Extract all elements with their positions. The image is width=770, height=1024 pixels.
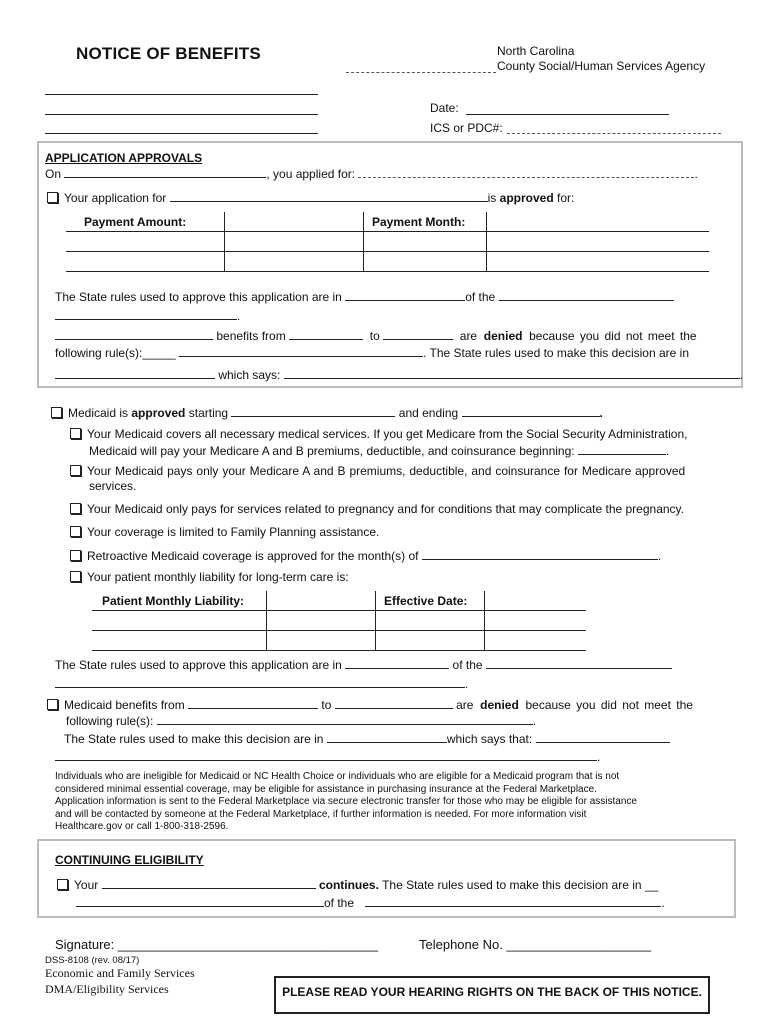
denied-benefits-line <box>55 327 725 343</box>
which-says-manual-field[interactable] <box>55 366 215 379</box>
on-label: On <box>45 167 62 181</box>
applied-for-label: , you applied for: <box>266 167 356 181</box>
form-number: DSS-8108 (rev. 08/17) <box>45 955 140 966</box>
rules-manual-field[interactable] <box>345 288 465 301</box>
medicaid-decision-line <box>64 730 670 746</box>
medicaid-rules-source-field[interactable] <box>486 656 672 669</box>
effective-date-header: Effective Date: <box>376 591 485 611</box>
continuing-line <box>57 876 658 892</box>
medicaid-denied-line <box>47 696 725 712</box>
benefits-from-label: benefits from <box>216 329 286 343</box>
payment-cell[interactable] <box>364 252 487 272</box>
medicaid-is-label: Medicaid is <box>68 406 129 420</box>
option-medicare-only-line2: services. <box>89 479 137 493</box>
division-name-1: Economic and Family Services <box>45 966 195 980</box>
division-name-2: DMA/Eligibility Services <box>45 982 169 996</box>
medicare-only-text: Your Medicaid pays only your Medicare A and B premiums, deductible, and coinsurance for Medicare approved <box>87 464 686 478</box>
starting-label: starting <box>188 406 229 420</box>
which-says-field[interactable] <box>284 366 740 379</box>
liability-cell[interactable] <box>376 611 485 631</box>
full-coverage-text: Your Medicaid covers all necessary medical services. If you get Medicare from the Social Security Administration, <box>87 427 688 441</box>
continuing-heading <box>55 853 204 867</box>
payment-table <box>66 212 709 272</box>
liability-cell[interactable] <box>92 611 267 631</box>
medicaid-which-says-field[interactable] <box>536 730 670 743</box>
ics-field[interactable] <box>507 133 721 134</box>
payment-cell[interactable] <box>66 252 225 272</box>
medicaid-rules-line <box>55 656 672 672</box>
hearing-rights-notice <box>274 976 710 1014</box>
rules-source-field[interactable] <box>499 288 674 301</box>
continuing-line-2: of the . <box>76 894 665 910</box>
approval-rules-line <box>55 288 674 304</box>
retroactive-checkbox[interactable] <box>70 550 81 561</box>
denied-program-field[interactable] <box>55 327 213 340</box>
full-coverage-text-2: Medicaid will pay your Medicare A and B premiums, deductible, and coinsurance beginning: <box>89 444 575 458</box>
medicare-only-checkbox[interactable] <box>70 465 81 476</box>
medicaid-approved-checkbox[interactable] <box>51 407 62 418</box>
recipient-address-line-2[interactable] <box>45 114 318 115</box>
retroactive-months-field[interactable] <box>422 547 658 560</box>
info-line: and will be contacted by someone at the Federal Marketplace, if further information is needed. For more information visit <box>55 808 587 820</box>
recipient-address-line-3[interactable] <box>45 133 318 134</box>
medicaid-following-rules-field[interactable] <box>157 712 533 725</box>
payment-month-header: Payment Month: <box>364 212 487 232</box>
county-name-field[interactable] <box>346 72 496 73</box>
your-application-label: Your application for <box>64 191 167 205</box>
ics-label: ICS or PDC#: <box>430 121 503 135</box>
medicaid-rules-manual-field[interactable] <box>345 656 449 669</box>
state-rules-decision-text: . The State rules used to make this decision are in <box>423 346 689 360</box>
option-medicare-only <box>70 464 726 478</box>
liability-header: Patient Monthly Liability: <box>92 591 267 611</box>
payment-cell[interactable] <box>487 252 710 272</box>
medicaid-end-field[interactable] <box>462 404 600 417</box>
option-pregnancy <box>70 502 684 516</box>
pregnancy-text: Your Medicaid only pays for services related to pregnancy and for conditions that may complicate the pregnancy. <box>87 502 684 516</box>
info-line: Application information is sent to the Federal Marketplace via secure electronic transfer for those who may be eligible for assistance <box>55 796 637 807</box>
continuing-program-field[interactable] <box>102 876 316 889</box>
liability-cell[interactable] <box>376 631 485 651</box>
medicaid-decision-text: The State rules used to make this decision are in <box>64 732 324 746</box>
medicaid-of-the-label: of the <box>452 658 483 672</box>
payment-blank-header <box>225 212 364 232</box>
medicaid-benefits-from-label: Medicaid benefits from <box>64 698 185 712</box>
medicaid-following-rules-label: following rule(s): <box>66 714 154 728</box>
heading-word-continuing: CONTINUING <box>55 853 131 867</box>
medicaid-which-says-line-2: . <box>55 748 600 764</box>
medicaid-denied-checkbox[interactable] <box>47 699 58 710</box>
hearing-rights-text: PLEASE READ YOUR HEARING RIGHTS ON THE BACK OF THIS NOTICE. <box>282 985 702 999</box>
payment-cell[interactable] <box>66 232 225 252</box>
medicaid-rules-line-2: . <box>55 675 468 691</box>
table-row <box>92 631 586 651</box>
denied-rules-field[interactable] <box>179 344 423 357</box>
table-row <box>92 611 586 631</box>
which-says-line: which says: . <box>55 366 743 382</box>
heading-word-eligibility: ELIGIBILITY <box>134 853 204 867</box>
payment-cell[interactable] <box>225 252 364 272</box>
medicaid-denied-label: denied <box>480 698 519 712</box>
telephone-field[interactable]: Telephone No. ____________________ <box>419 937 652 952</box>
is-label: is <box>487 191 497 205</box>
continuing-checkbox[interactable] <box>57 879 68 890</box>
recipient-address-line-1[interactable] <box>45 94 318 95</box>
medicaid-rules-continued-field[interactable] <box>55 675 465 688</box>
application-program-field[interactable] <box>170 189 488 202</box>
state-label: North Carolina <box>497 44 575 58</box>
continuing-your-label: Your <box>74 878 99 892</box>
approvals-heading <box>45 151 202 165</box>
of-the-label: of the <box>465 290 496 304</box>
liability-cell[interactable] <box>267 631 376 651</box>
denied-from-field[interactable] <box>289 327 363 340</box>
medicaid-denied-from-field[interactable] <box>188 696 318 709</box>
date-label: Date: <box>430 101 459 115</box>
family-planning-checkbox[interactable] <box>70 526 81 537</box>
and-ending-label: and ending <box>398 406 459 420</box>
medicaid-denied-because: because you did not meet the <box>525 698 693 712</box>
for-label: for: <box>557 191 575 205</box>
effective-blank-header <box>485 591 587 611</box>
application-approved-line <box>47 189 574 205</box>
which-says-label: which says: <box>218 368 281 382</box>
pregnancy-checkbox[interactable] <box>70 503 81 514</box>
continuing-manual-field[interactable] <box>76 894 324 907</box>
liability-table <box>92 591 586 651</box>
liability-blank-header <box>267 591 376 611</box>
family-planning-text: Your coverage is limited to Family Planning assistance. <box>87 525 380 539</box>
retroactive-text: Retroactive Medicaid coverage is approved for the month(s) of <box>87 549 419 563</box>
payment-cell[interactable] <box>225 232 364 252</box>
denied-to-field[interactable] <box>383 327 453 340</box>
payment-cell[interactable] <box>487 232 710 252</box>
denied-label: denied <box>483 329 523 343</box>
are-label: are <box>459 329 478 343</box>
medicaid-denied-to-field[interactable] <box>335 696 453 709</box>
applied-line: On , you applied for: . <box>45 167 698 181</box>
heading-word-application: APPLICATION <box>45 151 126 165</box>
medicaid-approved-label: approved <box>131 406 186 420</box>
full-coverage-checkbox[interactable] <box>70 428 81 439</box>
option-patient-liability <box>70 570 349 584</box>
option-full-coverage-line2: Medicaid will pay your Medicare A and B premiums, deductible, and coinsurance beginning: . <box>89 444 670 458</box>
info-line: considered minimal essential coverage, may be eligible for assistance in purchasing insurance at the Federal Marketplace. <box>55 783 597 795</box>
approved-label: approved <box>499 191 554 205</box>
patient-liability-text: Your patient monthly liability for long-term care is: <box>87 570 349 584</box>
denied-because-text: because you did not meet the <box>529 329 697 343</box>
date-field[interactable] <box>466 114 669 115</box>
option-family-planning <box>70 525 379 539</box>
denied-rules-line <box>55 344 689 360</box>
signature-field[interactable]: Signature: ____________________________________ <box>55 937 379 952</box>
medicaid-to-label: to <box>321 698 332 712</box>
table-row <box>66 252 709 272</box>
option-retroactive: Retroactive Medicaid coverage is approved for the month(s) of . <box>70 547 661 563</box>
page-title: NOTICE OF BENEFITS <box>76 44 261 63</box>
table-row <box>66 232 709 252</box>
option-full-coverage <box>70 427 687 441</box>
application-approved-checkbox[interactable] <box>47 192 58 203</box>
continuing-of-the-label: of the <box>324 896 355 910</box>
medicare-begin-field[interactable] <box>578 442 666 455</box>
medicaid-start-field[interactable] <box>231 404 395 417</box>
medicaid-which-says-continued-field[interactable] <box>55 748 597 761</box>
which-says-that-label: which says that: <box>446 732 533 746</box>
liability-cell[interactable] <box>485 611 587 631</box>
medicaid-approved-line: Medicaid is approved starting and ending . <box>51 404 603 420</box>
following-rules-label: following rule(s):_____ <box>55 346 176 360</box>
continuing-rules-text: The State rules used to make this decision are in __ <box>382 878 659 892</box>
approval-rules-line-2: . <box>55 307 240 323</box>
liability-cell[interactable] <box>485 631 587 651</box>
marketplace-info-paragraph <box>55 771 637 834</box>
liability-cell[interactable] <box>267 611 376 631</box>
application-date-field[interactable] <box>64 165 266 178</box>
medicaid-rules-text: The State rules used to approve this application are in <box>55 658 342 672</box>
liability-cell[interactable] <box>92 631 267 651</box>
applied-for-field[interactable] <box>358 165 694 178</box>
info-line: Individuals who are ineligible for Medicaid or NC Health Choice or individuals who are eligible for a Medicaid program that is not <box>55 771 620 782</box>
continues-label: continues. <box>318 878 379 892</box>
medicaid-following-rules-line: following rule(s): . <box>66 714 537 728</box>
medicaid-decision-field[interactable] <box>327 730 447 743</box>
continuing-source-field[interactable] <box>365 894 661 907</box>
medicaid-are-label: are <box>456 698 474 712</box>
agency-label: County Social/Human Services Agency <box>497 59 706 73</box>
heading-word-approvals: APPROVALS <box>128 151 203 165</box>
rules-continued-field[interactable] <box>55 307 237 320</box>
patient-liability-checkbox[interactable] <box>70 571 81 582</box>
info-line: Healthcare.gov or call 1-800-318-2596. <box>55 821 229 832</box>
payment-amount-header: Payment Amount: <box>66 212 225 232</box>
to-label: to <box>369 329 380 343</box>
payment-cell[interactable] <box>364 232 487 252</box>
rules-text: The State rules used to approve this application are in <box>55 290 342 304</box>
payment-blank-header-2 <box>487 212 710 232</box>
